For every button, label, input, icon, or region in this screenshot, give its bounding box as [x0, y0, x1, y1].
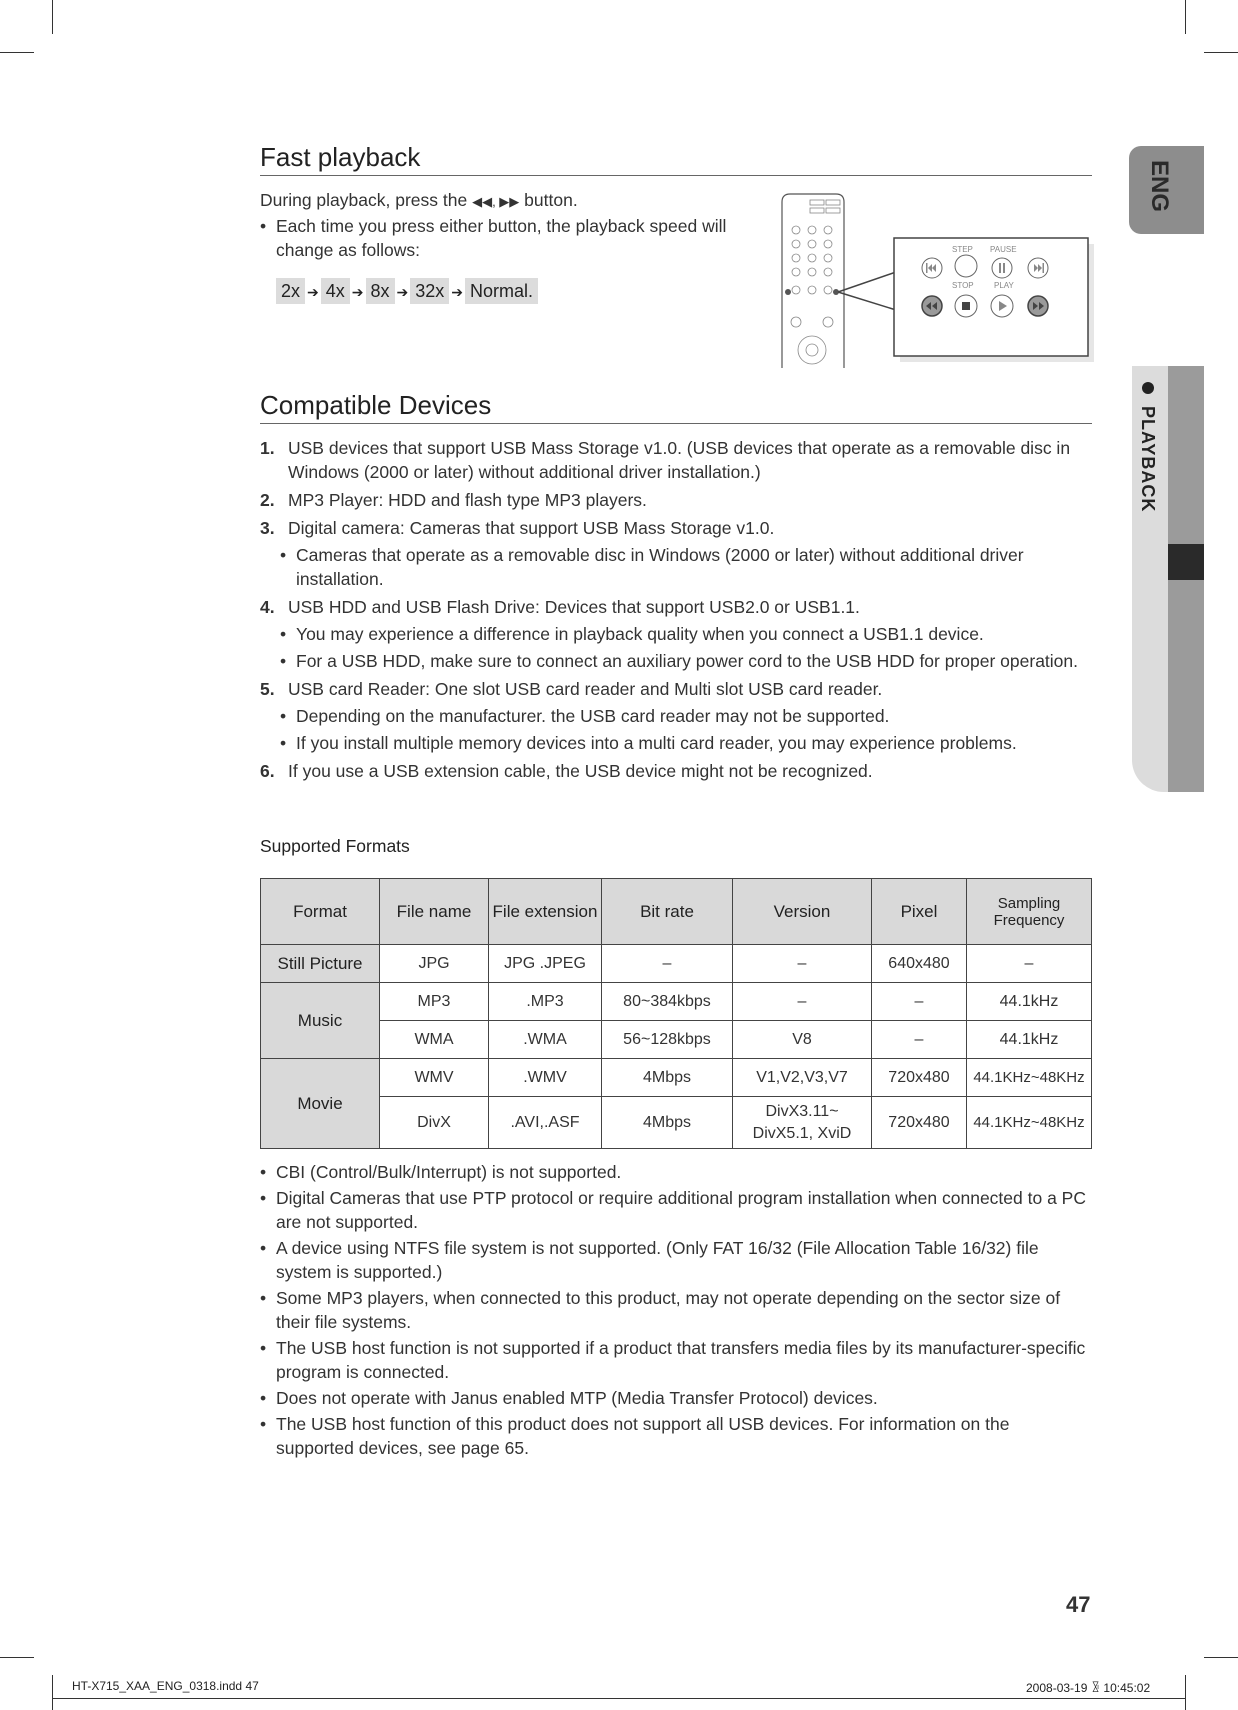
footer-timestamp: 2008-03-19 ꂣ 10:45:02: [1026, 1681, 1151, 1695]
table-row: [261, 945, 1092, 983]
speed-2x: 2x: [276, 278, 305, 304]
formats-table: [260, 878, 1092, 1149]
table-cell: –: [733, 983, 872, 1021]
remote-play-label: PLAY: [994, 281, 1014, 290]
header-version: Version: [733, 879, 872, 945]
table-cell: –: [602, 945, 733, 983]
table-header-row: [261, 879, 1092, 945]
table-cell: 4Mbps: [602, 1059, 733, 1097]
list-item: 5. USB card Reader: One slot USB card reader and Multi slot USB card reader.: [260, 679, 883, 699]
table-cell: MP3: [380, 983, 489, 1021]
table-cell: JPG: [380, 945, 489, 983]
section-tab-label: PLAYBACK: [1137, 382, 1158, 512]
table-cell: V1,V2,V3,V7: [733, 1059, 872, 1097]
list-item: • A device using NTFS file system is not supported. (Only FAT 16/32 (File Allocation Table 16/32) file system is supported.): [260, 1236, 1086, 1284]
speed-normal: Normal.: [465, 278, 538, 304]
table-cell: 720x480: [872, 1097, 967, 1149]
list-subitem: • Depending on the manufacturer. the USB card reader may not be supported.: [280, 704, 1080, 728]
table-cell: .MP3: [489, 983, 602, 1021]
compatible-devices-title: Compatible Devices: [260, 390, 1092, 424]
table-cell: –: [733, 945, 872, 983]
table-cell: .WMA: [489, 1021, 602, 1059]
crop-mark: [1204, 52, 1238, 53]
crop-mark: [1185, 0, 1186, 34]
list-subitem: • Cameras that operate as a removable disc in Windows (2000 or later) without additional driver installation.: [280, 543, 1080, 591]
list-item: 2. MP3 Player: HDD and flash type MP3 players.: [260, 490, 647, 510]
table-cell: 80~384kbps: [602, 983, 733, 1021]
remote-step-label: STEP: [952, 245, 973, 254]
remote-illustration: [776, 192, 1096, 368]
crop-mark: [0, 1657, 34, 1658]
row-head-still: Still Picture: [261, 945, 380, 983]
row-head-music: Music: [261, 983, 380, 1059]
list-item: 6. If you use a USB extension cable, the USB device might not be recognized.: [260, 761, 873, 781]
language-tab: [1129, 146, 1204, 234]
table-row: [261, 983, 1092, 1021]
table-cell: JPG .JPEG: [489, 945, 602, 983]
crop-mark: [52, 0, 53, 34]
table-row: [261, 1059, 1092, 1097]
arrow-right-icon: ➔: [351, 284, 364, 300]
speed-sequence: [276, 278, 538, 304]
table-cell: 44.1KHz~48KHz: [967, 1097, 1092, 1149]
table-cell: WMA: [380, 1021, 489, 1059]
list-subitem: • For a USB HDD, make sure to connect an auxiliary power cord to the USB HDD for proper operation.: [280, 649, 1080, 673]
compatible-list: [260, 436, 1080, 783]
table-cell: –: [872, 1021, 967, 1059]
list-item: • CBI (Control/Bulk/Interrupt) is not supported.: [260, 1160, 1086, 1184]
arrow-right-icon: ➔: [396, 284, 409, 300]
list-subitem: • If you install multiple memory devices into a multi card reader, you may experience problems.: [280, 731, 1080, 755]
list-item: • The USB host function is not supported if a product that transfers media files by its manufacturer-specific program is connected.: [260, 1336, 1086, 1384]
fast-playback-intro: During playback, press the ◀◀, ▶▶ button.: [260, 190, 578, 210]
table-cell: 44.1kHz: [967, 983, 1092, 1021]
section-marker: [1168, 544, 1204, 580]
table-cell: –: [967, 945, 1092, 983]
header-bit-rate: Bit rate: [602, 879, 733, 945]
language-tab-label: ENG: [1146, 160, 1173, 213]
table-row: [261, 1097, 1092, 1149]
arrow-right-icon: ➔: [451, 284, 464, 300]
list-item: • Does not operate with Janus enabled MTP (Media Transfer Protocol) devices.: [260, 1386, 1086, 1410]
crop-mark: [0, 52, 34, 53]
table-row: [261, 1021, 1092, 1059]
speed-32x: 32x: [410, 278, 449, 304]
header-file-extension: File extension: [489, 879, 602, 945]
footer-line: [52, 1698, 1186, 1699]
list-item: • Some MP3 players, when connected to this product, may not operate depending on the sector size of their file systems.: [260, 1286, 1086, 1334]
table-cell: 44.1kHz: [967, 1021, 1092, 1059]
table-cell: –: [872, 983, 967, 1021]
notes-list: [260, 1160, 1086, 1460]
list-subitem: • You may experience a difference in playback quality when you connect a USB1.1 device.: [280, 622, 1080, 646]
table-cell: V8: [733, 1021, 872, 1059]
table-cell: 640x480: [872, 945, 967, 983]
row-head-movie: Movie: [261, 1059, 380, 1149]
crop-mark: [1204, 1657, 1238, 1658]
supported-formats-title: Supported Formats: [260, 836, 410, 856]
table-cell: 4Mbps: [602, 1097, 733, 1149]
header-sampling-frequency: Sampling Frequency: [967, 879, 1092, 945]
fast-playback-bullet: • Each time you press either button, the playback speed will change as follows:: [260, 214, 776, 262]
list-item: 4. USB HDD and USB Flash Drive: Devices that support USB2.0 or USB1.1.: [260, 597, 860, 617]
crop-mark: [52, 1675, 53, 1710]
header-file-name: File name: [380, 879, 489, 945]
bullet-dot-icon: [1142, 382, 1154, 394]
rewind-forward-icons: ◀◀, ▶▶: [472, 194, 520, 209]
header-pixel: Pixel: [872, 879, 967, 945]
fast-playback-title: Fast playback: [260, 142, 1092, 176]
arrow-right-icon: ➔: [307, 284, 319, 300]
footer-file-name: HT-X715_XAA_ENG_0318.indd 47: [72, 1679, 259, 1693]
list-item: • Digital Cameras that use PTP protocol or require additional program installation when connected to a PC are not supported.: [260, 1186, 1086, 1234]
table-cell: 720x480: [872, 1059, 967, 1097]
table-cell: .AVI,.ASF: [489, 1097, 602, 1149]
header-format: Format: [261, 879, 380, 945]
crop-mark: [1185, 1675, 1186, 1710]
table-cell: DivX: [380, 1097, 489, 1149]
table-cell: 44.1KHz~48KHz: [967, 1059, 1092, 1097]
table-cell: .WMV: [489, 1059, 602, 1097]
list-item: • The USB host function of this product does not support all USB devices. For information on the supported devices, see page 65.: [260, 1412, 1086, 1460]
remote-pause-label: PAUSE: [990, 245, 1017, 254]
list-item: 3. Digital camera: Cameras that support USB Mass Storage v1.0.: [260, 518, 775, 538]
table-cell: WMV: [380, 1059, 489, 1097]
speed-4x: 4x: [321, 278, 350, 304]
speed-8x: 8x: [366, 278, 395, 304]
list-item: 1. USB devices that support USB Mass Storage v1.0. (USB devices that operate as a removable disc in Windows (2000 or later) without additional driver installation.): [260, 438, 1071, 482]
remote-stop-label: STOP: [952, 281, 974, 290]
page-number: 47: [1066, 1592, 1091, 1617]
table-cell: DivX3.11~ DivX5.1, XviD: [733, 1097, 872, 1149]
table-cell: 56~128kbps: [602, 1021, 733, 1059]
